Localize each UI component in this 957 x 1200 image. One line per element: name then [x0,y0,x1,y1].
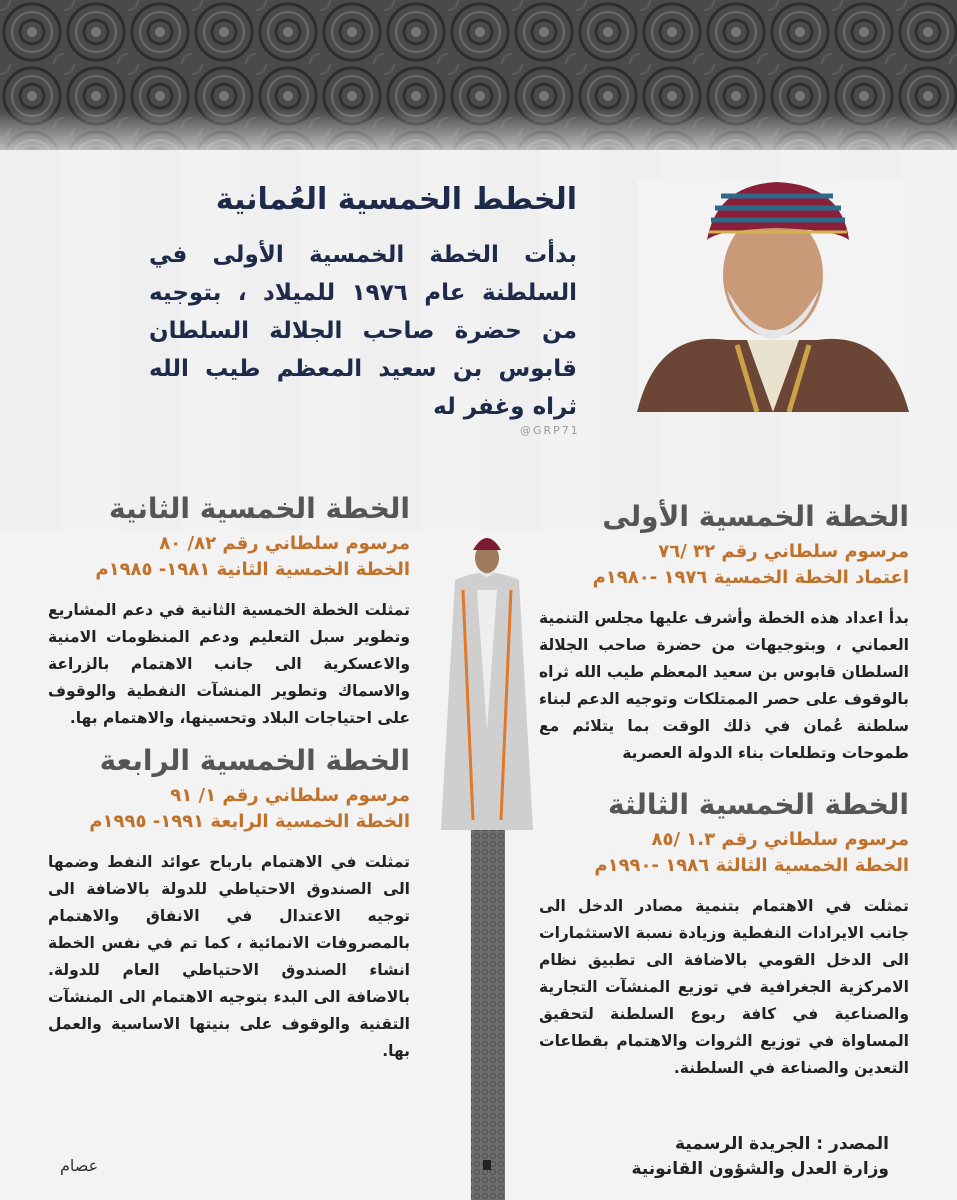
plan-decree: مرسوم سلطاني رقم ٨٢/ ٨٠ [159,533,410,554]
plan-title: الخطة الخمسية الثالثة [608,788,909,821]
plan-first [539,500,909,767]
plan-body: تمثلت في الاهتمام بارباح عوائد النفط وضمها الى الصندوق الاحتياطي للدولة بالاضافة الى توجيه الاعتدال في الانفاق والاهتمام بالمصروفات الانمائية ، كما تم في نفس الخطة انشاء الصندوق الاحتياطي العام للدولة. بالاضافة الى البدء بتوجيه الاهتمام الى المنشآت التقنية والوقوف على بنيتها الاساسية والعمل بها. [48,853,410,1060]
source-line: المصدر : الجريدة الرسمية [675,1134,889,1154]
plan-title: الخطة الخمسية الأولى [602,500,909,533]
plan-period: الخطة الخمسية الثالثة ١٩٨٦ -١٩٩٠م [594,855,909,876]
intro-paragraph: بدأت الخطة الخمسية الأولى في السلطنة عام ١٩٧٦ للميلاد ، بتوجيه من حضرة صاحب الجلالة السلطان قابوس بن سعيد المعظم طيب الله ثراه وغفر له [149,242,577,420]
portrait-image [637,180,909,412]
plan-period: الخطة الخمسية الثانية ١٩٨١- ١٩٨٥م [95,559,410,580]
plan-decree: مرسوم سلطاني رقم ١.٣ /٨٥ [651,829,909,850]
social-handle: @GRP71 [520,424,580,437]
plan-second [48,492,410,732]
plan-title: الخطة الخمسية الثانية [109,492,410,525]
author-signature: عصام [60,1156,99,1175]
header-banner [0,0,957,150]
plan-period: الخطة الخمسية الرابعة ١٩٩١- ١٩٩٥م [89,811,410,832]
plan-fourth [48,744,410,1065]
figure-on-pillar-image [433,520,541,1200]
plan-body: تمثلت في الاهتمام بتنمية مصادر الدخل الى جانب الايرادات النفطية وزيادة نسبة الاستثمارات الى الدخل القومي بالاضافة الى تطبيق نظام الامركزية الجغرافية في توزيع المنشآت التجارية والصناعية في كافة ربوع السلطنة لتحقيق المساواة في توزيع الثروات والاهتمام بقطاعات التعدين والصناعة في السلطنة. [539,897,909,1077]
plan-decree: مرسوم سلطاني رقم ٣٢ /٧٦ [658,541,909,562]
plan-body: تمثلت الخطة الخمسية الثانية في دعم المشاريع وتطوير سبل التعليم ودعم المنظومات الامنية والاعسكرية الى جانب الاهتمام بالزراعة والاسماك وتطوير المنشآت النفطية والوقوف على احتياجات البلاد وتحسينها، والاهتمام بها. [48,601,410,727]
plan-decree: مرسوم سلطاني رقم ١/ ٩١ [170,785,410,806]
source-credit [589,1132,889,1182]
plan-body: بدأ اعداد هذه الخطة وأشرف عليها مجلس التنمية العماني ، وبتوجيهات من حضرة صاحب الجلالة السلطان قابوس بن سعيد المعظم طيب الله ثراه بالوقوف على حصر الممتلكات وتوجيه الدعم لبناء سلطنة عُمان في ذلك الوقت بما يتلائم مع طموحات وتطلعات بناء الدولة العصرية [539,609,909,762]
plan-period: اعتماد الخطة الخمسية ١٩٧٦ -١٩٨٠م [592,567,909,588]
source-line: وزارة العدل والشؤون القانونية [631,1159,889,1179]
page-title: الخطط الخمسية العُمانية [215,182,577,217]
plan-third [539,788,909,1082]
plan-title: الخطة الخمسية الرابعة [99,744,410,777]
